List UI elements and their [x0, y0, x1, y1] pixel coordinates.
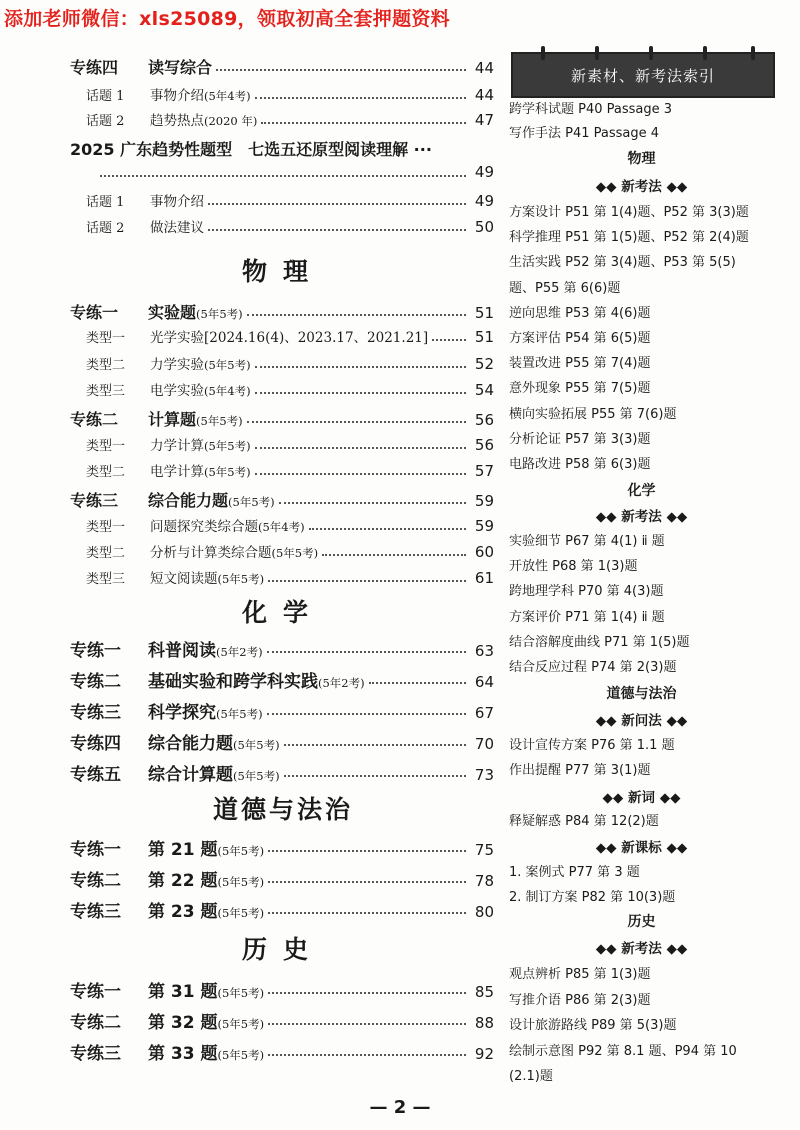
dot-leader — [268, 880, 466, 883]
entry-label: 专练一 — [70, 982, 121, 1002]
index-line: 方案设计 P51 第 1(4)题、P52 第 3(3)题 — [509, 205, 749, 220]
entry-meta: (5年5考) — [217, 572, 265, 586]
entry-meta: (5年5考) — [196, 307, 243, 321]
entry-meta: (5年5考) — [271, 546, 319, 560]
entry-page: 67 — [474, 704, 494, 722]
entry-title: 实验题 — [148, 303, 197, 322]
toc-entry-physics[interactable] — [70, 488, 494, 511]
entry-page: 51 — [474, 304, 494, 322]
entry-title: 短文阅读题 — [150, 571, 218, 587]
toc-entry[interactable] — [70, 667, 494, 692]
entry-label: 类型一 — [86, 439, 126, 454]
entry-label: 类型一 — [86, 331, 126, 346]
entry-label: 话题 1 — [86, 195, 125, 210]
toc-entry-physics[interactable] — [70, 379, 494, 399]
index-line: 结合反应过程 P74 第 2(3)题 — [509, 660, 677, 675]
binder-ring-icon — [649, 46, 653, 60]
entry-title: 力学计算 — [150, 438, 204, 454]
entry-label: 专练二 — [70, 410, 119, 429]
entry-label: 专练三 — [70, 703, 121, 723]
index-line: (2.1)题 — [509, 1069, 553, 1084]
dot-leader — [255, 365, 466, 368]
binder-ring-icon — [751, 46, 755, 60]
toc-entry[interactable] — [70, 835, 494, 860]
entry-page: 85 — [474, 983, 494, 1001]
index-line: 1. 案例式 P77 第 3 题 — [509, 865, 640, 880]
entry-page: 44 — [474, 86, 494, 104]
toc-entry-physics[interactable] — [70, 541, 494, 561]
toc-entry[interactable] — [70, 897, 494, 922]
dot-leader — [279, 501, 466, 504]
dot-leader — [255, 472, 466, 475]
entry-meta: (5年4考) — [204, 89, 251, 103]
entry-title: 事物介绍 — [150, 88, 204, 104]
entry-meta: (5年5考) — [217, 1048, 265, 1062]
index-line: 实验细节 P67 第 4(1) ⅱ 题 — [509, 534, 665, 549]
index-line: 科学推理 P51 第 1(5)题、P52 第 2(4)题 — [509, 230, 749, 246]
entry-label: 专练二 — [70, 1013, 121, 1033]
entry-meta: (5年5考) — [204, 465, 251, 479]
entry-title: 计算题 — [148, 410, 197, 429]
entry-page: 75 — [474, 841, 494, 859]
dot-leader — [268, 1053, 466, 1056]
entry-title: 电学计算 — [150, 464, 204, 480]
dot-leader — [255, 96, 466, 99]
entry-page: 70 — [474, 735, 494, 753]
entry-label: 专练一 — [70, 303, 119, 322]
entry-title: 第 31 题 — [148, 982, 218, 1002]
dot-leader — [100, 174, 466, 177]
dot-leader — [268, 911, 466, 914]
entry-page: 92 — [474, 1045, 494, 1063]
index-line: 方案评估 P54 第 6(5)题 — [509, 331, 651, 346]
index-category-heading: ◆◆ 新考法 ◆◆ — [595, 179, 688, 195]
toc-entry-physics[interactable] — [70, 515, 494, 535]
index-line: 分析论证 P57 第 3(3)题 — [509, 431, 651, 447]
entry-label: 话题 2 — [86, 221, 125, 236]
index-line: 开放性 P68 第 1(3)题 — [509, 559, 638, 575]
toc-entry[interactable] — [70, 977, 494, 1002]
entry-label: 类型一 — [86, 520, 126, 535]
index-line: 横向实验拓展 P55 第 7(6)题 — [509, 406, 677, 422]
subject-heading-chemistry: 化学 — [241, 598, 324, 627]
entry-label: 专练四 — [70, 734, 121, 754]
entry-page: 78 — [474, 872, 494, 890]
entry-page: 59 — [474, 517, 494, 535]
entry-page: 51 — [474, 328, 494, 346]
index-line: 跨地理学科 P70 第 4(3)题 — [509, 584, 664, 600]
subject-heading-physics: 物理 — [241, 257, 324, 286]
dot-leader — [268, 579, 466, 582]
entry-page: 49 — [474, 192, 494, 210]
entry-page: 73 — [474, 766, 494, 784]
entry-page: 61 — [474, 569, 494, 587]
toc-entry[interactable] — [70, 698, 494, 723]
dot-leader — [268, 1022, 466, 1025]
index-line: 逆向思维 P53 第 4(6)题 — [509, 305, 651, 321]
toc-entry-physics[interactable] — [70, 407, 494, 430]
dot-leader — [267, 650, 466, 653]
index-line: 生活实践 P52 第 3(4)题、P53 第 5(5) — [509, 255, 736, 271]
entry-page: 59 — [474, 492, 494, 510]
index-line: 2. 制订方案 P82 第 10(3)题 — [509, 890, 676, 905]
entry-meta: (5年4考) — [258, 520, 305, 534]
index-line: 结合溶解度曲线 P71 第 1(5)题 — [509, 634, 690, 650]
subject-heading-history: 历史 — [241, 935, 324, 964]
entry-page: 47 — [474, 111, 494, 129]
binder-ring-icon — [703, 46, 707, 60]
entry-page: 54 — [474, 381, 494, 399]
entry-page: 44 — [474, 59, 494, 77]
index-category-heading: ◆◆ 新词 ◆◆ — [602, 790, 681, 806]
dot-leader — [268, 991, 466, 994]
toc-entry-physics[interactable] — [70, 434, 494, 454]
entry-page: 56 — [474, 411, 494, 429]
entry-title: 综合能力题 — [148, 734, 233, 754]
index-line: 绘制示意图 P92 第 8.1 题、P94 第 10 — [509, 1043, 737, 1059]
entry-meta: (5年5考) — [217, 875, 265, 889]
entry-label: 专练五 — [70, 765, 121, 785]
entry-meta: (5年5考) — [216, 707, 263, 721]
index-subject-heading: 道德与法治 — [606, 686, 677, 702]
entry-meta: (5年5考) — [217, 844, 265, 858]
page-number: — 2 — — [369, 1097, 431, 1118]
entry-title: 基础实验和跨学科实践 — [148, 672, 318, 692]
toc-entry[interactable] — [70, 729, 494, 754]
entry-title: 光学实验[2024.16(4)、2023.17、2021.21] — [150, 330, 429, 346]
toc-entry-special-topic2[interactable] — [70, 216, 494, 236]
entry-label: 专练三 — [70, 902, 121, 922]
entry-label: 专练二 — [70, 672, 121, 692]
entry-meta: (5年5考) — [217, 906, 265, 920]
entry-page: 88 — [474, 1014, 494, 1032]
dot-leader — [268, 849, 466, 852]
entry-meta: (5年2考) — [318, 676, 365, 690]
entry-page: 57 — [474, 462, 494, 480]
entry-title: 综合计算题 — [148, 765, 233, 785]
dot-leader — [267, 712, 466, 715]
toc-entry[interactable] — [70, 1039, 494, 1064]
index-banner — [511, 52, 775, 98]
index-subject-heading: 化学 — [627, 483, 656, 499]
dot-leader — [309, 527, 466, 530]
entry-meta: (5年5考) — [217, 1017, 265, 1031]
entry-label: 专练一 — [70, 840, 121, 860]
entry-page: 64 — [474, 673, 494, 691]
entry-page: 52 — [474, 355, 494, 373]
entry-meta: (5年4考) — [204, 384, 251, 398]
entry-title: 电学实验 — [150, 383, 204, 399]
index-line: 设计旅游路线 P89 第 5(3)题 — [509, 1018, 677, 1033]
dot-leader — [284, 743, 466, 746]
entry-meta: (5年5考) — [217, 986, 265, 1000]
index-line: 方案评价 P71 第 1(4) ⅱ 题 — [509, 609, 665, 625]
binder-ring-icon — [541, 46, 545, 60]
entry-label: 类型二 — [86, 358, 126, 373]
dot-leader — [432, 338, 466, 341]
index-category-heading: ◆◆ 新问法 ◆◆ — [595, 713, 688, 729]
entry-title: 第 23 题 — [148, 902, 218, 922]
dot-leader — [208, 202, 466, 205]
index-line: 写推介语 P86 第 2(3)题 — [509, 992, 651, 1008]
index-category-heading: ◆◆ 新考法 ◆◆ — [595, 941, 688, 957]
toc-entry[interactable] — [70, 760, 494, 785]
index-line: 释疑解惑 P84 第 12(2)题 — [509, 814, 659, 829]
index-line: 题、P55 第 6(6)题 — [509, 280, 621, 296]
entry-page: 60 — [474, 543, 494, 561]
toc-entry-topic2[interactable] — [70, 109, 494, 129]
entry-title: 做法建议 — [150, 220, 204, 236]
toc-entry-physics[interactable] — [70, 567, 494, 587]
entry-title: 第 32 题 — [148, 1013, 218, 1033]
entry-label: 话题 2 — [86, 114, 125, 129]
dot-leader — [322, 553, 466, 556]
toc-entry-physics[interactable] — [70, 353, 494, 373]
toc-entry[interactable] — [70, 866, 494, 891]
entry-page: 80 — [474, 903, 494, 921]
index-subject-heading: 历史 — [627, 914, 656, 930]
entry-label: 专练一 — [70, 641, 121, 661]
entry-page: 56 — [474, 436, 494, 454]
entry-title: 问题探究类综合题 — [150, 519, 258, 535]
entry-label: 专练二 — [70, 871, 121, 891]
toc-entry-topic1[interactable] — [70, 84, 494, 104]
entry-title: 读写综合 — [148, 58, 213, 77]
toc-entry[interactable] — [70, 636, 494, 661]
entry-meta: (5年5考) — [233, 738, 280, 752]
index-line: 装置改进 P55 第 7(4)题 — [509, 356, 651, 372]
entry-label: 专练三 — [70, 1044, 121, 1064]
index-line: 设计宣传方案 P76 第 1.1 题 — [509, 738, 675, 753]
binder-ring-icon — [595, 46, 599, 60]
entry-page: 49 — [474, 163, 494, 181]
dot-leader — [247, 420, 466, 423]
entry-title: 趋势热点 — [150, 113, 204, 129]
toc-entry-english-practice4[interactable] — [70, 55, 494, 78]
index-line: 电路改进 P58 第 6(3)题 — [509, 457, 651, 472]
dot-leader — [208, 228, 466, 231]
toc-entry[interactable] — [70, 1008, 494, 1033]
entry-label: 类型三 — [86, 572, 126, 587]
entry-label: 类型二 — [86, 546, 126, 561]
dot-leader — [284, 774, 466, 777]
index-line: 跨学科试题 P40 Passage 3 — [509, 102, 673, 117]
toc-entry-special-topic1[interactable] — [70, 190, 494, 210]
dot-leader — [261, 121, 466, 124]
special-section-title: 2025 广东趋势性题型 七选五还原型阅读理解 ··· — [70, 140, 432, 159]
index-line: 观点辨析 P85 第 1(3)题 — [509, 967, 651, 982]
index-category-heading: ◆◆ 新考法 ◆◆ — [595, 509, 688, 525]
entry-label: 类型三 — [86, 384, 126, 399]
entry-label: 专练三 — [70, 491, 119, 510]
entry-label: 专练四 — [70, 58, 119, 77]
entry-meta: (5年5考) — [204, 439, 251, 453]
entry-title: 力学实验 — [150, 357, 204, 373]
entry-label: 类型二 — [86, 465, 126, 480]
watermark-text: 添加老师微信：xls25089，领取初高全套押题资料 — [4, 8, 450, 30]
toc-entry-physics[interactable] — [70, 460, 494, 480]
entry-meta: (2020 年) — [204, 114, 258, 128]
entry-title: 第 22 题 — [148, 871, 218, 891]
entry-title: 事物介绍 — [150, 194, 204, 210]
entry-title: 分析与计算类综合题 — [150, 545, 272, 561]
dot-leader — [255, 391, 466, 394]
index-line: 写作手法 P41 Passage 4 — [509, 126, 660, 141]
dot-leader — [369, 681, 466, 684]
index-line: 意外现象 P55 第 7(5)题 — [509, 381, 651, 397]
toc-entry-special[interactable] — [70, 163, 494, 181]
entry-meta: (5年5考) — [204, 358, 251, 372]
entry-title: 第 21 题 — [148, 840, 218, 860]
subject-heading-morality: 道德与法治 — [212, 795, 353, 824]
index-subject-heading: 物理 — [627, 151, 656, 167]
dot-leader — [247, 313, 466, 316]
entry-label: 话题 1 — [86, 89, 125, 104]
toc-entry-physics[interactable] — [70, 300, 494, 323]
toc-entry-physics[interactable] — [70, 326, 494, 346]
entry-page: 63 — [474, 642, 494, 660]
index-category-heading: ◆◆ 新课标 ◆◆ — [595, 840, 688, 856]
entry-meta: (5年5考) — [228, 495, 275, 509]
dot-leader — [216, 68, 466, 71]
entry-title: 科学探究 — [148, 703, 216, 723]
entry-meta: (5年5考) — [196, 414, 243, 428]
entry-meta: (5年2考) — [216, 645, 263, 659]
entry-meta: (5年5考) — [233, 769, 280, 783]
dot-leader — [255, 446, 466, 449]
index-line: 作出提醒 P77 第 3(1)题 — [509, 763, 651, 778]
entry-title: 综合能力题 — [148, 491, 229, 510]
entry-title: 第 33 题 — [148, 1044, 218, 1064]
entry-title: 科普阅读 — [148, 641, 216, 661]
index-banner-title: 新素材、新考法索引 — [570, 66, 715, 85]
entry-page: 50 — [474, 218, 494, 236]
